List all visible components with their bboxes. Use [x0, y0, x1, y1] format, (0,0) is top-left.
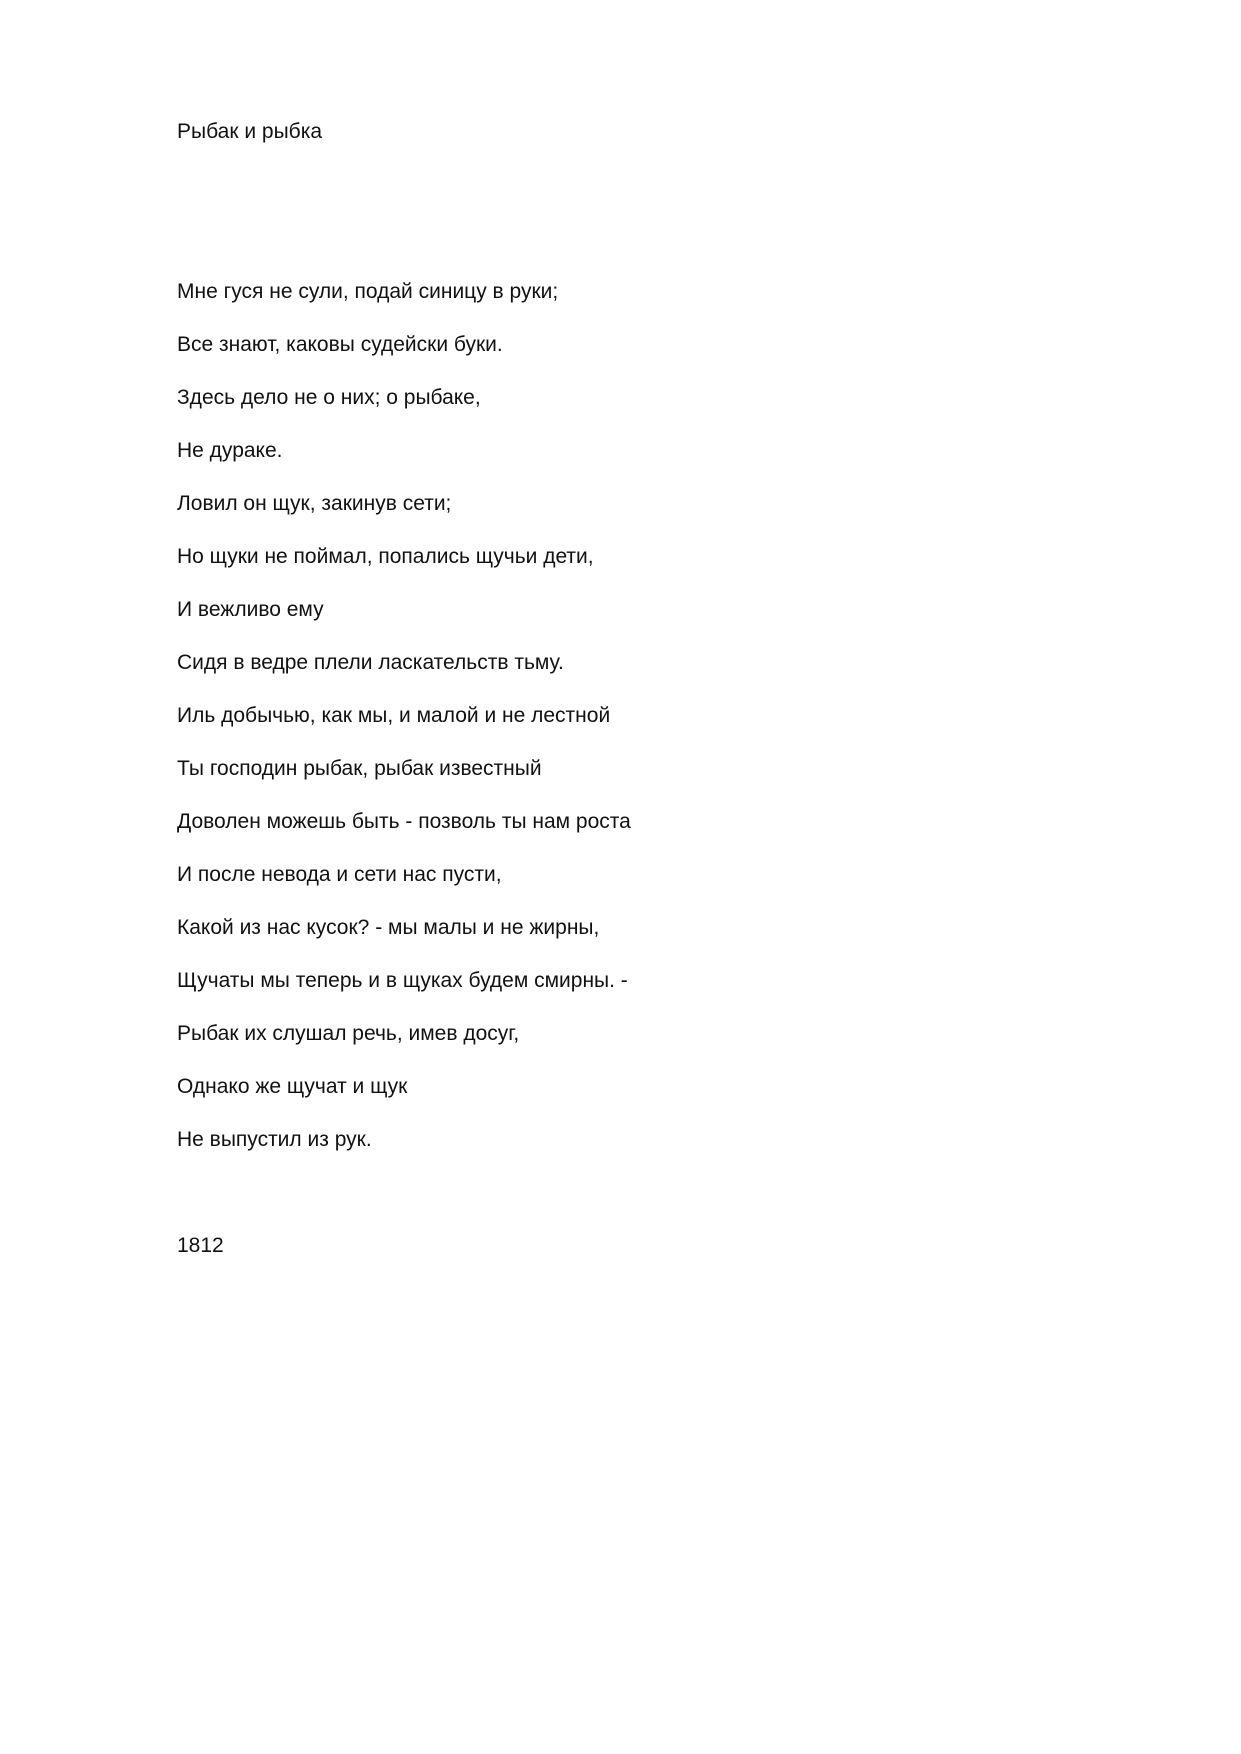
poem-line: И вежливо ему — [177, 598, 324, 621]
poem-line: Мне гуся не сули, подай синицу в руки; — [177, 280, 559, 303]
poem-year: 1812 — [177, 1234, 224, 1257]
poem-line: Сидя в ведре плели ласкательств тьму. — [177, 651, 564, 674]
poem-line: Доволен можешь быть - позволь ты нам роста — [177, 810, 631, 833]
poem-line: Иль добычью, как мы, и малой и не лестной — [177, 704, 611, 727]
poem-line: Щучаты мы теперь и в щуках будем смирны. - — [177, 969, 628, 992]
poem-line: Но щуки не поймал, попались щучьи дети, — [177, 545, 594, 568]
poem-body — [177, 279, 631, 1180]
poem-line: Ты господин рыбак, рыбак известный — [177, 757, 542, 780]
poem-line: Не дураке. — [177, 439, 283, 462]
poem-line: Рыбак их слушал речь, имев досуг, — [177, 1022, 520, 1045]
poem-line: Все знают, каковы судейски буки. — [177, 333, 503, 356]
poem-line: Здесь дело не о них; о рыбаке, — [177, 386, 481, 409]
poem-line: Какой из нас кусок? - мы малы и не жирны, — [177, 916, 600, 939]
poem-line: И после невода и сети нас пусти, — [177, 863, 502, 886]
poem-line: Не выпустил из рук. — [177, 1128, 372, 1151]
poem-title: Рыбак и рыбка — [177, 120, 323, 143]
poem-line: Ловил он щук, закинув сети; — [177, 492, 452, 515]
poem-line: Однако же щучат и щук — [177, 1075, 408, 1098]
